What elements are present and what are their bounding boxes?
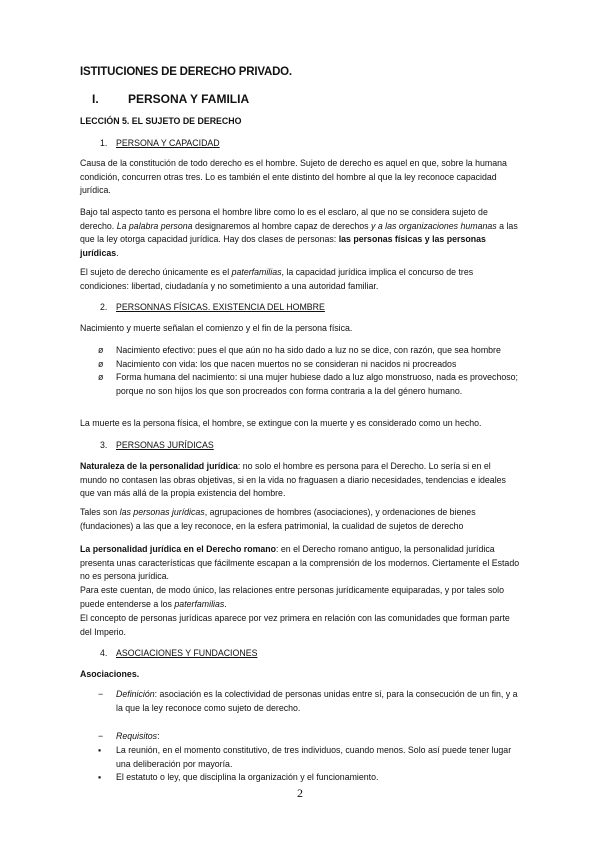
section-heading [80, 92, 249, 106]
bold-run: La personalidad jurídica en el Derecho romano [80, 544, 277, 554]
paragraph: Nacimiento y muerte señalan el comienzo y el fin de la persona física. [80, 323, 353, 333]
bullet-icon: ø [98, 345, 104, 355]
section-label: PERSONA Y FAMILIA [128, 92, 250, 106]
list-item-text: Forma humana del nacimiento: si una mujer hubiese dado a luz algo monstruoso, nada es provechoso; porque no son hijos los que son procreados con forma contraria a la del género humano. [116, 372, 518, 396]
italic-run: y a las organizaciones humanas [371, 220, 497, 231]
dash-icon: − [98, 689, 104, 699]
italic-run: Requisitos [116, 731, 158, 741]
text-run: Para este cuentan, de modo único, las relaciones entre personas jurídicamente equiparadas, y por tales solo puede entenderse a los [80, 585, 504, 609]
subheading-label: PERSONA Y CAPACIDAD [116, 138, 220, 148]
text-run: Tales son [80, 507, 120, 517]
section-number: I. [92, 92, 99, 106]
text-run: : no solo el hombre es persona para el Derecho. Lo sería si en el mundo no contasen las obras objetivas, si en la vida no fraguasen a diario necesidades, tendencias e ideales que van más allá de la propia existencia del hombre. [80, 461, 506, 499]
lesson-heading: LECCIÓN 5. EL SUJETO DE DERECHO [80, 116, 242, 126]
paragraph: La muerte es la persona física, el hombre, se extingue con la muerte y es considerado como un hecho. [80, 418, 482, 428]
subheading-1 [80, 138, 220, 148]
list-item-text: Nacimiento efectivo: pues el que aún no ha sido dado a luz no se dice, con razón, que sea hombre [116, 345, 501, 355]
text-run: a las que la ley otorga capacidad jurídica. Hay dos clases de personas: [80, 220, 518, 245]
text-run: , agrupaciones de hombres (asociaciones), y ordenaciones de bienes (fundaciones) a las que a ley reconoce, en la esfera patrimonial, la cualidad de sujetos de derecho [80, 507, 476, 531]
paragraph: Causa de la constitución de todo derecho es el hombre. Sujeto de derecho es aquel en que, sobre la humana condición, concurren otras tres. Lo es también el ente distinto del hombre al que la ley reconoce capacidad jurídica. [80, 158, 507, 196]
dash-list [98, 688, 520, 715]
bold-run: Naturaleza de la personalidad jurídica [80, 461, 238, 471]
list-item-text: La reunión, en el momento constitutivo, de tres individuos, cuando menos. Solo así puede tener lugar una deliberación por mayoría. [116, 745, 512, 769]
bold-run: las personas físicas y las personas jurídicas [80, 234, 486, 258]
paragraph: El concepto de personas jurídicas aparece por vez primera en relación con las comunidades que forman parte del Imperio. [80, 613, 510, 637]
list-item [98, 371, 520, 398]
bullet-list-2 [98, 744, 520, 785]
subheading-label: PERSONNAS FÍSICAS. EXISTENCIA DEL HOMBRE [116, 302, 325, 312]
text-run: : en el Derecho romano antiguo, la personalidad jurídica presenta unas características que fácilmente escapan a la comprensión de los modernos. Ciertamente el Estado no es persona jurídica. [80, 544, 520, 582]
list-item-text: : [157, 731, 160, 741]
paragraph [80, 543, 520, 584]
text-run: designaremos al hombre capaz de derechos [192, 220, 371, 231]
text-run: El sujeto de derecho únicamente es el [80, 267, 232, 277]
list-item-text: El estatuto o ley, que disciplina la organización y el funcionamiento. [116, 772, 379, 783]
page-number: 2 [297, 786, 303, 800]
paragraph [80, 460, 520, 501]
bullet-list-1 [98, 344, 520, 398]
list-item [98, 771, 520, 785]
list-item [98, 688, 520, 715]
subheading-4 [80, 648, 257, 658]
italic-run: paterfamilias [231, 267, 282, 277]
text-run: . [116, 247, 119, 258]
bullet-icon: ø [98, 372, 104, 383]
paragraph [80, 266, 520, 293]
paragraph [80, 206, 520, 260]
list-item [98, 744, 520, 771]
paragraph [80, 584, 520, 611]
list-item-text: : asociación es la colectividad de personas unidas entre sí, para la consecución de un fin, y a la que la ley reconoce como sujeto de derecho. [116, 689, 518, 713]
text-run: . [224, 598, 227, 609]
list-item [98, 344, 520, 358]
square-bullet-icon: ▪ [98, 772, 102, 783]
subheading-2 [80, 302, 325, 312]
square-bullet-icon: ▪ [98, 745, 102, 755]
dash-list [98, 730, 520, 744]
subsection-title: Asociaciones. [80, 669, 140, 679]
subheading-3 [80, 440, 214, 450]
list-item [98, 730, 520, 744]
bullet-icon: ø [98, 358, 104, 369]
subheading-label: ASOCIACIONES Y FUNDACIONES [116, 648, 258, 658]
italic-run: paterfamilias [174, 598, 225, 609]
subheading-number: 2. [100, 302, 108, 312]
subheading-label: PERSONAS JURÍDICAS [116, 440, 214, 450]
italic-run: Definición [116, 689, 155, 699]
list-item [98, 358, 520, 372]
subheading-number: 1. [100, 138, 108, 148]
text-run: , la capacidad jurídica implica el concurso de tres condiciones: libertad, ciudadanía y no sometimiento a una autoridad familiar. [80, 267, 474, 291]
subheading-number: 4. [100, 648, 108, 658]
list-item-text: Nacimiento con vida: los que nacen muertos no se consideran ni nacidos ni procreados [116, 358, 457, 369]
paragraph [80, 506, 520, 533]
dash-icon: − [98, 731, 104, 741]
italic-run: La palabra persona [116, 220, 193, 231]
text-run: Bajo tal aspecto tanto es persona el hombre libre como lo es el esclaro, al que no se considera sujeto de derecho. [80, 207, 488, 231]
document-title: ISTITUCIONES DE DERECHO PRIVADO. [80, 66, 292, 78]
subheading-number: 3. [100, 440, 108, 450]
italic-run: las personas jurídicas [119, 507, 205, 517]
